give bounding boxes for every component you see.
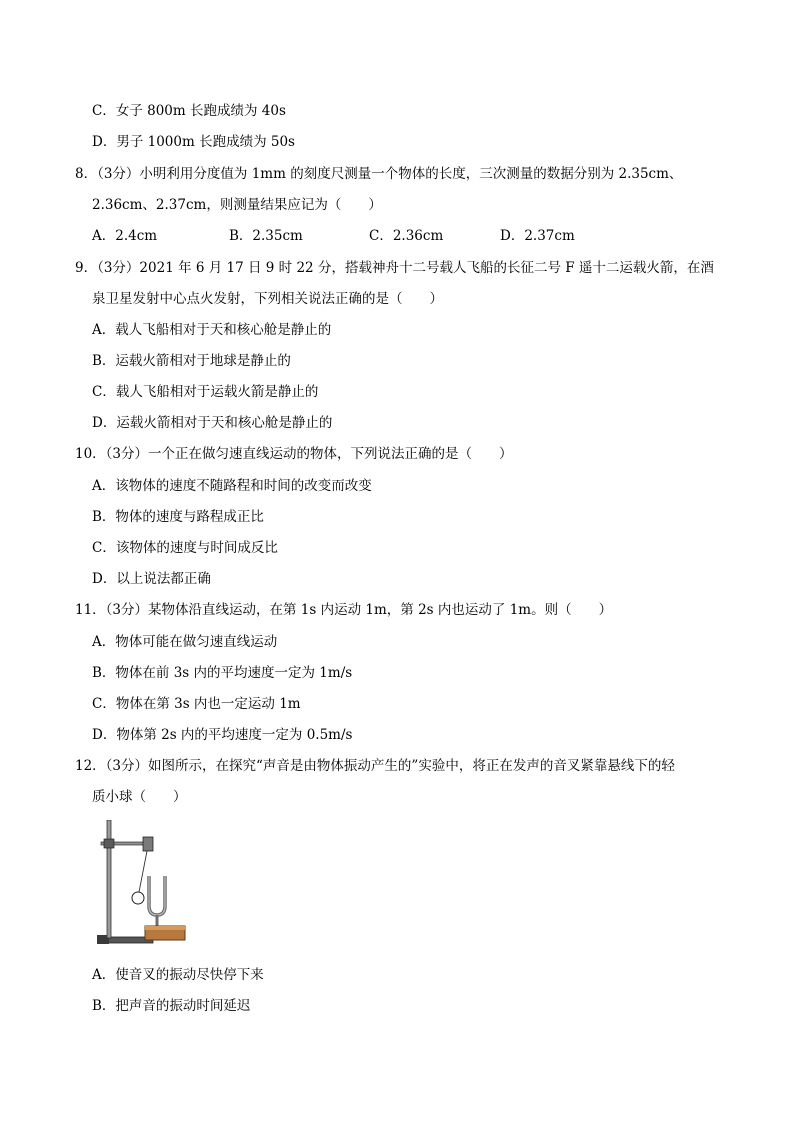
q8-option-c: C．2.36cm	[369, 228, 444, 244]
q12-option-a: A．使音叉的振动尽快停下来	[92, 967, 264, 983]
q12-stem-line1: 12．（3分）如图所示，在探究“声音是由物体振动产生的”实验中，将正在发声的音叉紧靠悬线下的轻	[75, 758, 675, 774]
q10-option-b: B．物体的速度与路程成正比	[92, 509, 264, 525]
q9-stem-line2: 泉卫星发射中心点火发射，下列相关说法正确的是（ ）	[92, 291, 443, 307]
q10-stem-line1: 10．（3分）一个正在做匀速直线运动的物体，下列说法正确的是（ ）	[75, 446, 513, 462]
q8-option-b: B．2.35cm	[229, 228, 303, 244]
q7-option-c: C．女子 800m 长跑成绩为 40s	[92, 103, 286, 119]
q9-option-b: B．运载火箭相对于地球是静止的	[92, 353, 291, 369]
q11-stem-line1: 11．（3分）某物体沿直线运动，在第 1s 内运动 1m，第 2s 内也运动了 1m。则（ ）	[75, 602, 613, 618]
q8-stem-line2: 2.36cm、2.37cm，则测量结果应记为（ ）	[92, 197, 382, 213]
tuning-fork-highlight	[149, 876, 165, 915]
tuning-fork-stem	[156, 915, 159, 926]
q11-option-b: B．物体在前 3s 内的平均速度一定为 1m/s	[92, 665, 353, 681]
q8-options	[92, 227, 652, 245]
q8-option-d: D．2.37cm	[500, 228, 575, 244]
q8-stem-line1: 8．（3分）小明利用分度值为 1mm 的刻度尺测量一个物体的长度，三次测量的数据分别为 2.35cm、	[75, 166, 683, 182]
q10-option-d: D．以上说法都正确	[92, 571, 211, 587]
tuning-fork-apparatus-figure	[95, 820, 195, 948]
clamp-block	[143, 837, 153, 851]
wooden-block-top	[145, 926, 185, 930]
q11-option-c: C．物体在第 3s 内也一定运动 1m	[92, 696, 301, 712]
tuning-fork-prongs	[149, 876, 165, 915]
q9-option-a: A．载人飞船相对于天和核心舱是静止的	[92, 322, 332, 338]
q9-stem-line1: 9．（3分）2021 年 6 月 17 日 9 时 22 分，搭载神舟十二号载人飞船的长征二号 F 遥十二运载火箭，在酒	[75, 260, 714, 276]
q12-option-b: B．把声音的振动时间延迟	[92, 998, 251, 1014]
q9-option-d: D．运载火箭相对于天和核心舱是静止的	[92, 415, 333, 431]
suspension-string	[139, 851, 147, 892]
q9-option-c: C．载人飞船相对于运载火箭是静止的	[92, 384, 319, 400]
q10-option-a: A．该物体的速度不随路程和时间的改变而改变	[92, 478, 372, 494]
q10-option-c: C．该物体的速度与时间成反比	[92, 540, 278, 556]
q11-option-d: D．物体第 2s 内的平均速度一定为 0.5m/s	[92, 727, 353, 743]
stand-rod	[107, 820, 111, 938]
q7-option-d: D．男子 1000m 长跑成绩为 50s	[92, 134, 295, 150]
clamp-knob	[104, 839, 114, 848]
q11-option-a: A．物体可能在做匀速直线运动	[92, 634, 278, 650]
q12-stem-line2: 质小球（ ）	[92, 789, 187, 805]
q8-option-a: A．2.4cm	[92, 228, 158, 244]
light-ball	[132, 892, 144, 904]
